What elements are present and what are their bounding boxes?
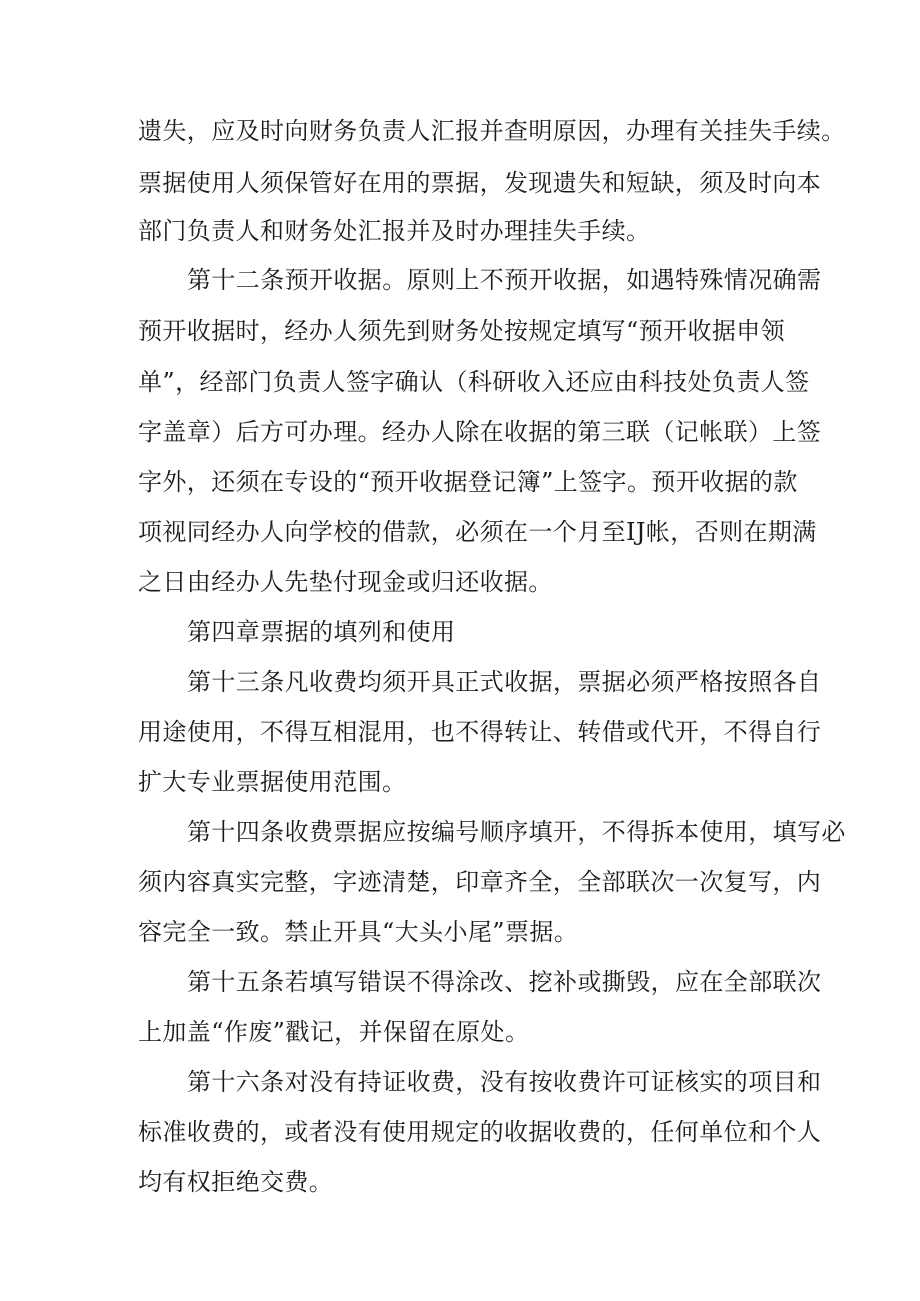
text-line: 项视同经办人向学校的借款，必须在一个月至IJ帐，否则在期满 bbox=[138, 518, 817, 546]
text-line: 单”，经部门负责人签字确认（科研收入还应由科技处负责人签 bbox=[138, 368, 810, 396]
text-line: 扩大专业票据使用范围。 bbox=[138, 768, 407, 796]
text-line: 上加盖“作废”戳记，并保留在原处。 bbox=[138, 1018, 530, 1046]
text-line: 均有权拒绝交费。 bbox=[138, 1168, 334, 1196]
text-line: 容完全一致。禁止开具“大头小尾”票据。 bbox=[138, 918, 579, 946]
text-line: 标准收费的，或者没有使用规定的收据收费的，任何单位和个人 bbox=[138, 1118, 822, 1146]
article-12-heading: 第十二条预开收据。原则上不预开收据，如遇特殊情况确需 bbox=[187, 266, 822, 294]
text-line: 须内容真实完整，字迹清楚，印章齐全，全部联次一次复写，内 bbox=[138, 868, 822, 896]
article-16-heading: 第十六条对没有持证收费，没有按收费许可证核实的项目和 bbox=[187, 1068, 822, 1096]
text-line: 票据使用人须保管好在用的票据，发现遗失和短缺，须及时向本 bbox=[138, 169, 822, 197]
article-15-heading: 第十五条若填写错误不得涂改、挖补或撕毁，应在全部联次 bbox=[187, 968, 822, 996]
text-line: 遗失，应及时向财务负责人汇报并查明原因，办理有关挂失手续。 bbox=[138, 117, 846, 145]
article-13-heading: 第十三条凡收费均须开具正式收据，票据必须严格按照各自 bbox=[187, 668, 822, 696]
text-line: 字盖章）后方可办理。经办人除在收据的第三联（记帐联）上签 bbox=[138, 418, 822, 446]
text-line: 之日由经办人先垫付现金或归还收据。 bbox=[138, 568, 553, 596]
text-line: 用途使用，不得互相混用，也不得转让、转借或代开，不得自行 bbox=[138, 718, 822, 746]
chapter-4-heading: 第四章票据的填列和使用 bbox=[187, 618, 456, 646]
article-14-heading: 第十四条收费票据应按编号顺序填开，不得拆本使用，填写必 bbox=[187, 818, 846, 846]
text-line: 字外，还须在专设的“预开收据登记簿”上签字。预开收据的款 bbox=[138, 468, 798, 496]
text-line: 部门负责人和财务处汇报并及时办理挂失手续。 bbox=[138, 217, 651, 245]
text-line: 预开收据时，经办人须先到财务处按规定填写“预开收据申领 bbox=[138, 317, 786, 345]
